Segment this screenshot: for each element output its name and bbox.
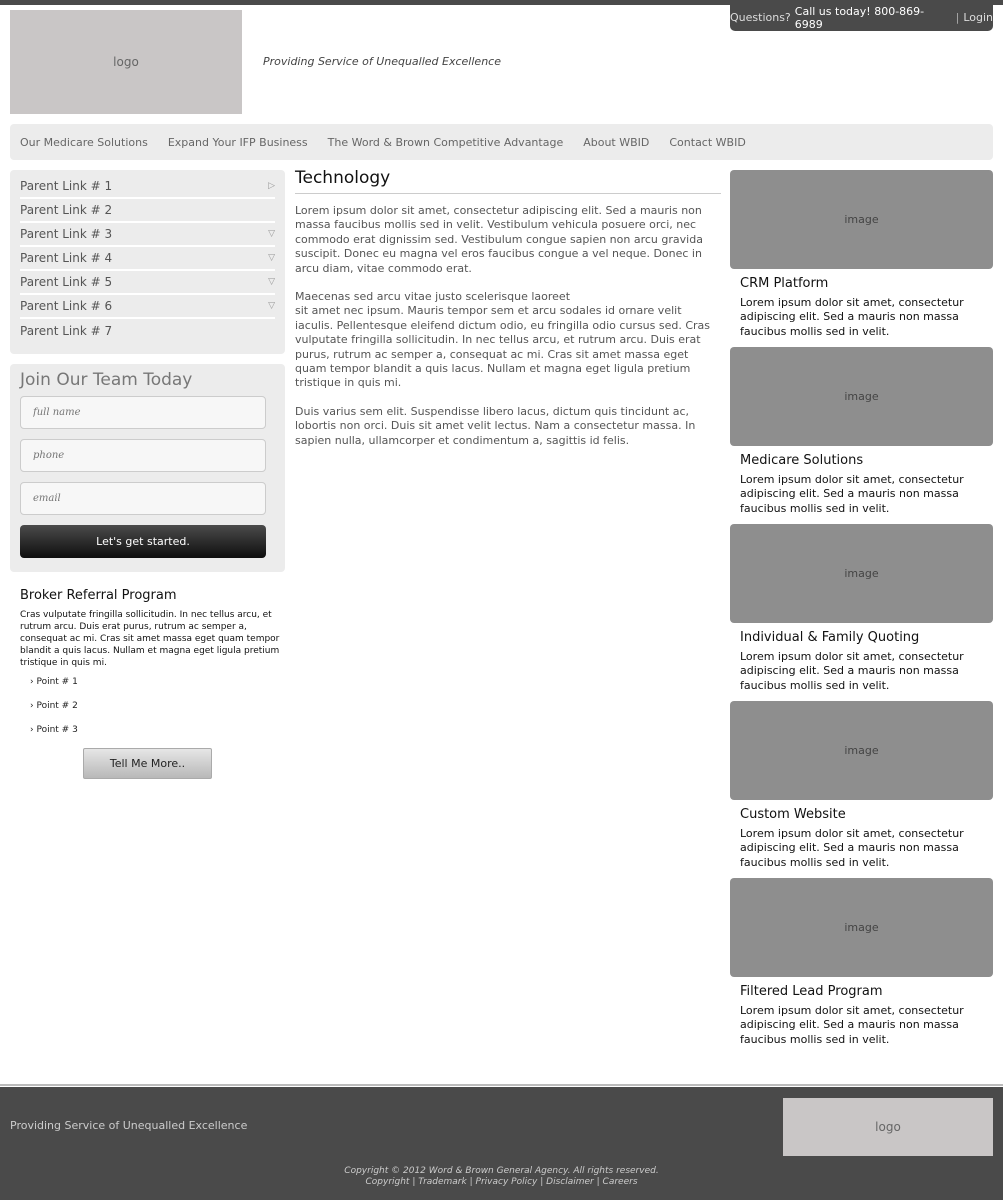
promo-card — [730, 347, 993, 524]
logo[interactable] — [10, 10, 242, 114]
header-separator: | — [955, 11, 960, 24]
promo-title[interactable]: Individual & Family Quoting — [740, 630, 920, 645]
sidebar-link-label: Parent Link # 4 — [20, 251, 113, 265]
footer-separator: | — [596, 1177, 600, 1187]
expand-right-icon: ▷ — [268, 181, 275, 191]
promo-image[interactable]: image — [730, 170, 993, 269]
promo-card — [730, 524, 993, 701]
nav-medicare-solutions[interactable]: Our Medicare Solutions — [20, 135, 148, 149]
sidebar-link-label: Parent Link # 5 — [20, 275, 113, 289]
phone-input[interactable] — [20, 439, 266, 472]
footer-logo-label: logo — [875, 1120, 901, 1134]
point-item: › Point # 3 — [30, 725, 78, 735]
sidebar-link-5[interactable] — [20, 271, 275, 295]
sidebar-link-label: Parent Link # 1 — [20, 179, 113, 193]
sidebar-link-2[interactable] — [20, 199, 275, 223]
sidebar-link-6[interactable] — [20, 295, 275, 319]
promo-text: Lorem ipsum dolor sit amet, consectetur adipiscing elit. Sed a mauris non massa faucibus mollis sed in velit. — [740, 473, 964, 515]
login-link[interactable]: Login — [963, 11, 993, 24]
sidebar-link-3[interactable] — [20, 223, 275, 247]
promo-image[interactable]: image — [730, 524, 993, 623]
join-title: Join Our Team Today — [20, 370, 193, 390]
broker-referral-section — [20, 588, 280, 770]
copyright-text: Copyright © 2012 Word & Brown General Agency. All rights reserved. — [344, 1166, 659, 1176]
footer-link-disclaimer[interactable]: Disclaimer — [546, 1177, 594, 1187]
chevron-right-icon: › — [30, 725, 37, 735]
expand-down-icon: ▽ — [268, 229, 275, 239]
tagline: Providing Service of Unequalled Excellence — [263, 55, 501, 68]
footer-link-careers[interactable]: Careers — [602, 1177, 638, 1187]
footer-separator: | — [540, 1177, 544, 1187]
sidebar-link-label: Parent Link # 6 — [20, 299, 113, 313]
paragraph-3: Duis varius sem elit. Suspendisse libero lacus, dictum quis tincidunt ac, lobortis non orci. Duis sit amet velit lectus. Nam a consectetur massa. In sapien nulla, ullamcorper et condimentum a, sagittis id felis. — [295, 404, 696, 447]
promo-image[interactable]: image — [730, 701, 993, 800]
promo-card — [730, 170, 993, 347]
expand-down-icon: ▽ — [268, 277, 275, 287]
paragraph-1: Lorem ipsum dolor sit amet, consectetur adipiscing elit. Sed a mauris non massa faucibus mollis sed in velit. Vestibulum vehicula posuere orci, nec commodo erat dignissim sed. Vestibulum congue sapien non arcu gravida suscipit. Donec eu magna vel eros faucibus congue a vel neque. Donec in arcu diam, vitae commodo erat. — [295, 204, 703, 275]
sidebar-link-4[interactable] — [20, 247, 275, 271]
sidebar-link-7[interactable] — [20, 319, 275, 343]
paragraph-2: Maecenas sed arcu vitae justo scelerisque laoreet sit amet nec ipsum. Mauris tempor sem et arcu sodales id ornare velit iaculis. Pellentesque eleifend dictum odio, eu fringilla odio cursus sed. Cras vulputate fringilla sollicitudin. In nec tellus arcu, et rutrum arcu. Duis erat purus, rutrum ac semper a, consequat ac mi. Cras sit amet massa eget quam tempor blandit a quis lacus. Nullam et magna eget ligula pretium tristique in quis mi. — [295, 290, 711, 390]
promo-card — [730, 878, 993, 1055]
footer — [0, 1087, 1003, 1200]
promo-text: Lorem ipsum dolor sit amet, consectetur adipiscing elit. Sed a mauris non massa faucibus mollis sed in velit. — [740, 827, 964, 869]
promo-text: Lorem ipsum dolor sit amet, consectetur adipiscing elit. Sed a mauris non massa faucibus mollis sed in velit. — [740, 296, 964, 338]
promo-title[interactable]: Custom Website — [740, 807, 846, 822]
footer-links — [0, 1177, 1003, 1187]
email-input[interactable] — [20, 482, 266, 515]
chevron-right-icon: › — [30, 701, 37, 711]
broker-title: Broker Referral Program — [20, 588, 177, 603]
promo-image[interactable]: image — [730, 878, 993, 977]
footer-separator: | — [469, 1177, 473, 1187]
sidebar-link-1[interactable] — [20, 175, 275, 199]
nav-expand-ifp[interactable]: Expand Your IFP Business — [167, 135, 308, 149]
footer-separator: | — [412, 1177, 416, 1187]
footer-link-trademark[interactable]: Trademark — [418, 1177, 467, 1187]
expand-down-icon: ▽ — [268, 301, 275, 311]
sidebar-link-label: Parent Link # 3 — [20, 227, 113, 241]
main-nav — [10, 124, 993, 160]
tell-me-more-button[interactable]: Tell Me More.. — [83, 748, 212, 779]
promo-title[interactable]: Filtered Lead Program — [740, 984, 883, 999]
join-form — [10, 364, 285, 572]
get-started-button[interactable]: Let's get started. — [20, 525, 266, 558]
point-item: › Point # 2 — [30, 701, 78, 711]
nav-competitive-advantage[interactable]: The Word & Brown Competitive Advantage — [327, 135, 564, 149]
footer-tagline: Providing Service of Unequalled Excellence — [10, 1119, 248, 1132]
page-title: Technology — [295, 168, 721, 194]
promo-image[interactable]: image — [730, 347, 993, 446]
promo-text: Lorem ipsum dolor sit amet, consectetur adipiscing elit. Sed a mauris non massa faucibus mollis sed in velit. — [740, 650, 964, 692]
promo-text: Lorem ipsum dolor sit amet, consectetur adipiscing elit. Sed a mauris non massa faucibus mollis sed in velit. — [740, 1004, 964, 1046]
phone-number: Call us today! 800-869-6989 — [794, 4, 925, 31]
footer-link-copyright[interactable]: Copyright — [365, 1177, 410, 1187]
promo-card — [730, 701, 993, 878]
nav-about[interactable]: About WBID — [583, 135, 650, 149]
footer-divider — [0, 1084, 1003, 1086]
full-name-input[interactable] — [20, 396, 266, 429]
promo-title[interactable]: CRM Platform — [740, 276, 829, 291]
questions-label: Questions? — [730, 11, 791, 24]
chevron-right-icon: › — [30, 677, 37, 687]
contact-tab — [730, 4, 993, 31]
broker-text: Cras vulputate fringilla sollicitudin. In nec tellus arcu, et rutrum arcu. Duis erat purus, rutrum ac semper a, consequat ac mi. Cras sit amet massa eget quam tempor blandit a quis lacus. Nullam et magna eget ligula pretium tristique in quis mi. — [20, 610, 280, 668]
footer-link-privacy[interactable]: Privacy Policy — [475, 1177, 538, 1187]
promo-column — [730, 170, 993, 1055]
sidebar-link-label: Parent Link # 2 — [20, 203, 113, 217]
nav-contact[interactable]: Contact WBID — [669, 135, 746, 149]
main-content — [295, 168, 721, 462]
footer-logo[interactable] — [783, 1098, 993, 1156]
sidebar-nav — [10, 170, 285, 354]
logo-label: logo — [113, 55, 139, 69]
promo-title[interactable]: Medicare Solutions — [740, 453, 864, 468]
sidebar-link-label: Parent Link # 7 — [20, 324, 113, 338]
point-item: › Point # 1 — [30, 677, 78, 687]
expand-down-icon: ▽ — [268, 253, 275, 263]
